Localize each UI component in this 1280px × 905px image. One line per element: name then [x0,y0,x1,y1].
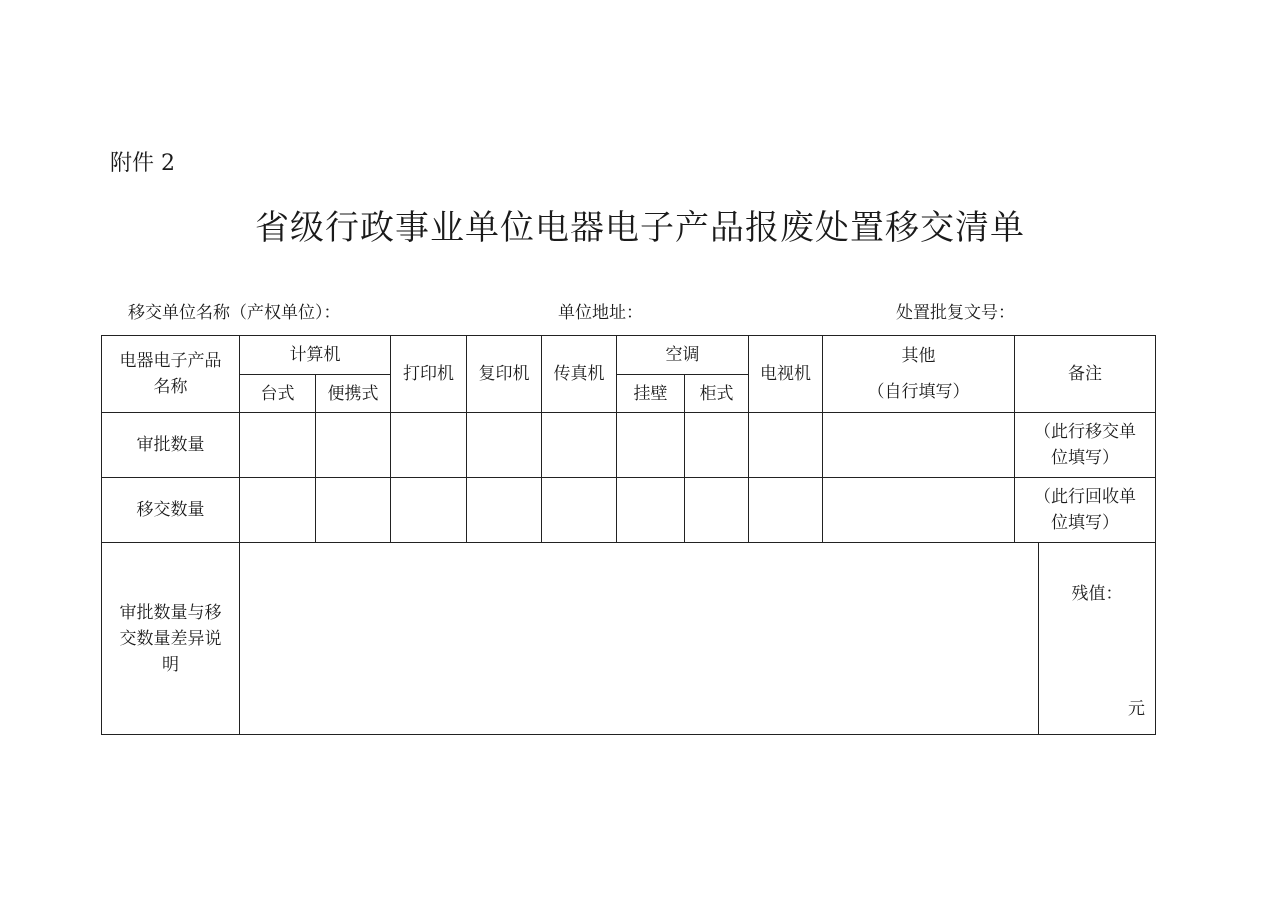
cell-approved-ac-cabinet[interactable] [685,413,749,478]
header-other [823,336,1015,413]
table-row-difference [102,543,1156,735]
cell-transferred-tv[interactable] [749,478,823,543]
unit-address-label: 单位地址： [558,303,643,323]
header-product-name [102,336,240,413]
cell-transferred-desktop[interactable] [240,478,316,543]
cell-approved-tv[interactable] [749,413,823,478]
header-computer-portable: 便携式 [316,375,391,413]
residual-value-label: 残值： [1071,584,1123,604]
cell-transferred-printer[interactable] [391,478,467,543]
cell-transferred-portable[interactable] [316,478,391,543]
cell-approved-portable[interactable] [316,413,391,478]
transferred-note-line2: 位填写） [1051,513,1119,533]
cell-approved-fax[interactable] [542,413,617,478]
difference-label-line3: 明 [162,654,179,675]
header-product-line2: 名称 [153,377,188,397]
header-tv: 电视机 [749,336,823,413]
cell-approved-desktop[interactable] [240,413,316,478]
cell-approved-ac-wall[interactable] [617,413,685,478]
page-title: 省级行政事业单位电器电子产品报废处置移交清单 [255,208,1025,248]
cell-transferred-remark [1015,478,1156,543]
header-computer-desktop: 台式 [240,375,316,413]
cell-transferred-copier[interactable] [467,478,542,543]
header-ac: 空调 [617,336,749,375]
approval-number-label: 处置批复文号： [896,303,1015,323]
header-copier: 复印机 [467,336,542,413]
cell-approved-printer[interactable] [391,413,467,478]
cell-approved-remark [1015,413,1156,478]
cell-approved-other[interactable] [823,413,1015,478]
cell-transferred-fax[interactable] [542,478,617,543]
transfer-list-table [101,335,1156,735]
residual-unit-yuan: 元 [1128,699,1145,719]
transferred-note-line1: （此行回收单 [1034,487,1136,507]
table-row-transferred [102,478,1156,543]
row-transferred-label: 移交数量 [102,478,240,543]
header-fax: 传真机 [542,336,617,413]
difference-label-line1: 审批数量与移 [119,602,222,623]
header-product-line1: 电器电子产品 [119,351,222,371]
table-row-approved [102,413,1156,478]
difference-explanation-field[interactable] [240,543,1039,735]
approved-note-line2: 位填写） [1051,448,1119,468]
difference-label-line2: 交数量差异说 [119,628,222,649]
residual-value-cell[interactable] [1039,543,1156,735]
header-computer: 计算机 [240,336,391,375]
approved-note-line1: （此行移交单 [1034,422,1136,442]
cell-transferred-other[interactable] [823,478,1015,543]
row-approved-label: 审批数量 [102,413,240,478]
header-ac-cabinet: 柜式 [685,375,749,413]
header-remark: 备注 [1015,336,1156,413]
header-printer: 打印机 [391,336,467,413]
header-ac-wall: 挂壁 [617,375,685,413]
header-other-line2: （自行填写） [867,382,970,402]
cell-approved-copier[interactable] [467,413,542,478]
attachment-label: 附件 2 [110,151,175,176]
cell-transferred-ac-wall[interactable] [617,478,685,543]
unit-name-label: 移交单位名称（产权单位）： [128,303,341,323]
header-other-line1: 其他 [901,346,936,366]
cell-transferred-ac-cabinet[interactable] [685,478,749,543]
row-difference-label [102,543,240,735]
